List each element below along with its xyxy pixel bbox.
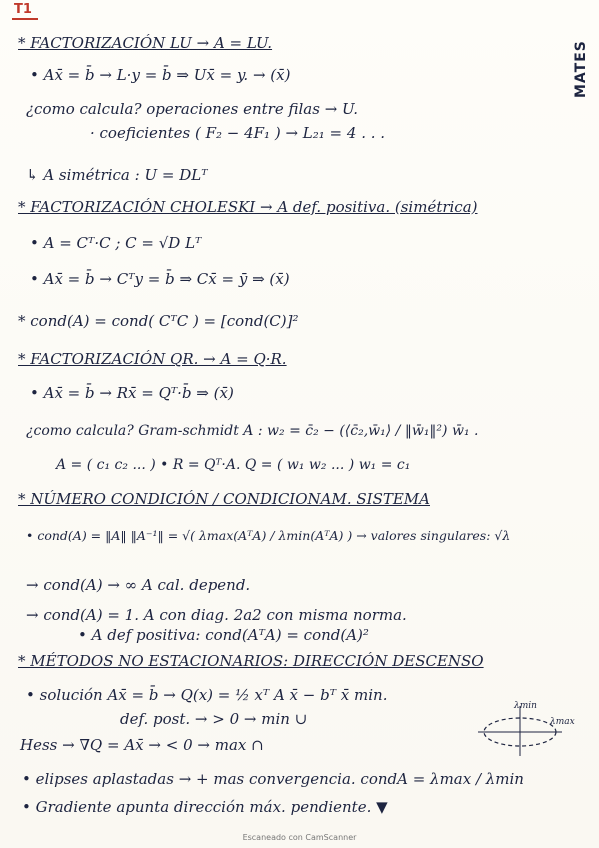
ellipse-label-min: λmin <box>514 701 537 711</box>
cholesky-heading: * FACTORIZACIÓN CHOLESKI → A def. positiva. (simétrica) <box>18 198 478 216</box>
ellipse-sketch <box>470 700 580 760</box>
condition-formula: • cond(A) = ‖A‖ ‖A⁻¹‖ = √( λmax(AᵀA) / λmin(AᵀA) ) → valores singulares: √λ <box>26 528 511 543</box>
nonstationary-solution: • solución Ax̄ = b̄ → Q(x) = ½ xᵀ A x̄ − bᵀ x̄ min. <box>26 686 388 704</box>
cholesky-def: • A = Cᵀ·C ; C = √D Lᵀ <box>30 234 202 252</box>
nonstationary-ellipses: • elipses aplastadas → + mas convergencia. condA = λmax / λmin <box>22 770 524 788</box>
nonstationary-heading: * MÉTODOS NO ESTACIONARIOS: DIRECCIÓN DESCENSO <box>18 652 484 670</box>
lu-symmetric: ↳ A simétrica : U = DLᵀ <box>26 166 208 184</box>
lu-heading: * FACTORIZACIÓN LU → A = LU. <box>18 34 273 52</box>
qr-system: • Ax̄ = b̄ → Rx̄ = Qᵀ·b̄ ⇒ (x̄) <box>30 384 234 402</box>
ellipse-label-max: λmax <box>550 717 575 727</box>
lu-coefficients: · coeficientes ( F₂ − 4F₁ ) → L₂₁ = 4 . . . <box>90 124 386 142</box>
qr-heading: * FACTORIZACIÓN QR. → A = Q·R. <box>18 350 287 368</box>
side-label: MATES <box>573 40 589 98</box>
scanner-footer: Escaneado con CamScanner <box>242 833 357 842</box>
cholesky-cond: * cond(A) = cond( CᵀC ) = [cond(C)]² <box>18 312 299 330</box>
condition-heading: * NÚMERO CONDICIÓN / CONDICIONAM. SISTEMA <box>18 490 430 508</box>
condition-positive: • A def positiva: cond(AᵀA) = cond(A)² <box>78 626 369 644</box>
condition-bad: → cond(A) → ∞ A cal. depend. <box>26 576 251 594</box>
nonstationary-min: def. post. → > 0 → min ∪ <box>120 710 308 728</box>
nonstationary-hessian: Hess → ∇Q = Ax̄ → < 0 → max ∩ <box>20 736 264 754</box>
qr-gram-schmidt: ¿como calcula? Gram-schmidt A : w₂ = c̄₂ − (⟨c̄₂,w̄₁⟩ / ‖w̄₁‖²) w̄₁ . <box>26 423 479 439</box>
condition-good: → cond(A) = 1. A con diag. 2a2 con misma norma. <box>26 606 407 624</box>
corner-mark: T1 <box>12 2 38 20</box>
cholesky-system: • Ax̄ = b̄ → Cᵀy = b̄ ⇒ Cx̄ = ȳ ⇒ (x̄) <box>30 270 290 288</box>
nonstationary-gradient: • Gradiente apunta dirección máx. pendiente. ▼ <box>22 798 388 816</box>
lu-system: • Ax̄ = b̄ → L·y = b̄ ⇒ Ux̄ = y. → (x̄) <box>30 66 291 84</box>
lu-how: ¿como calcula? operaciones entre filas → U. <box>26 100 359 118</box>
qr-matrices: A = ( c₁ c₂ ... ) • R = Qᵀ·A. Q = ( w₁ w₂ ... ) w₁ = c₁ <box>56 457 411 473</box>
